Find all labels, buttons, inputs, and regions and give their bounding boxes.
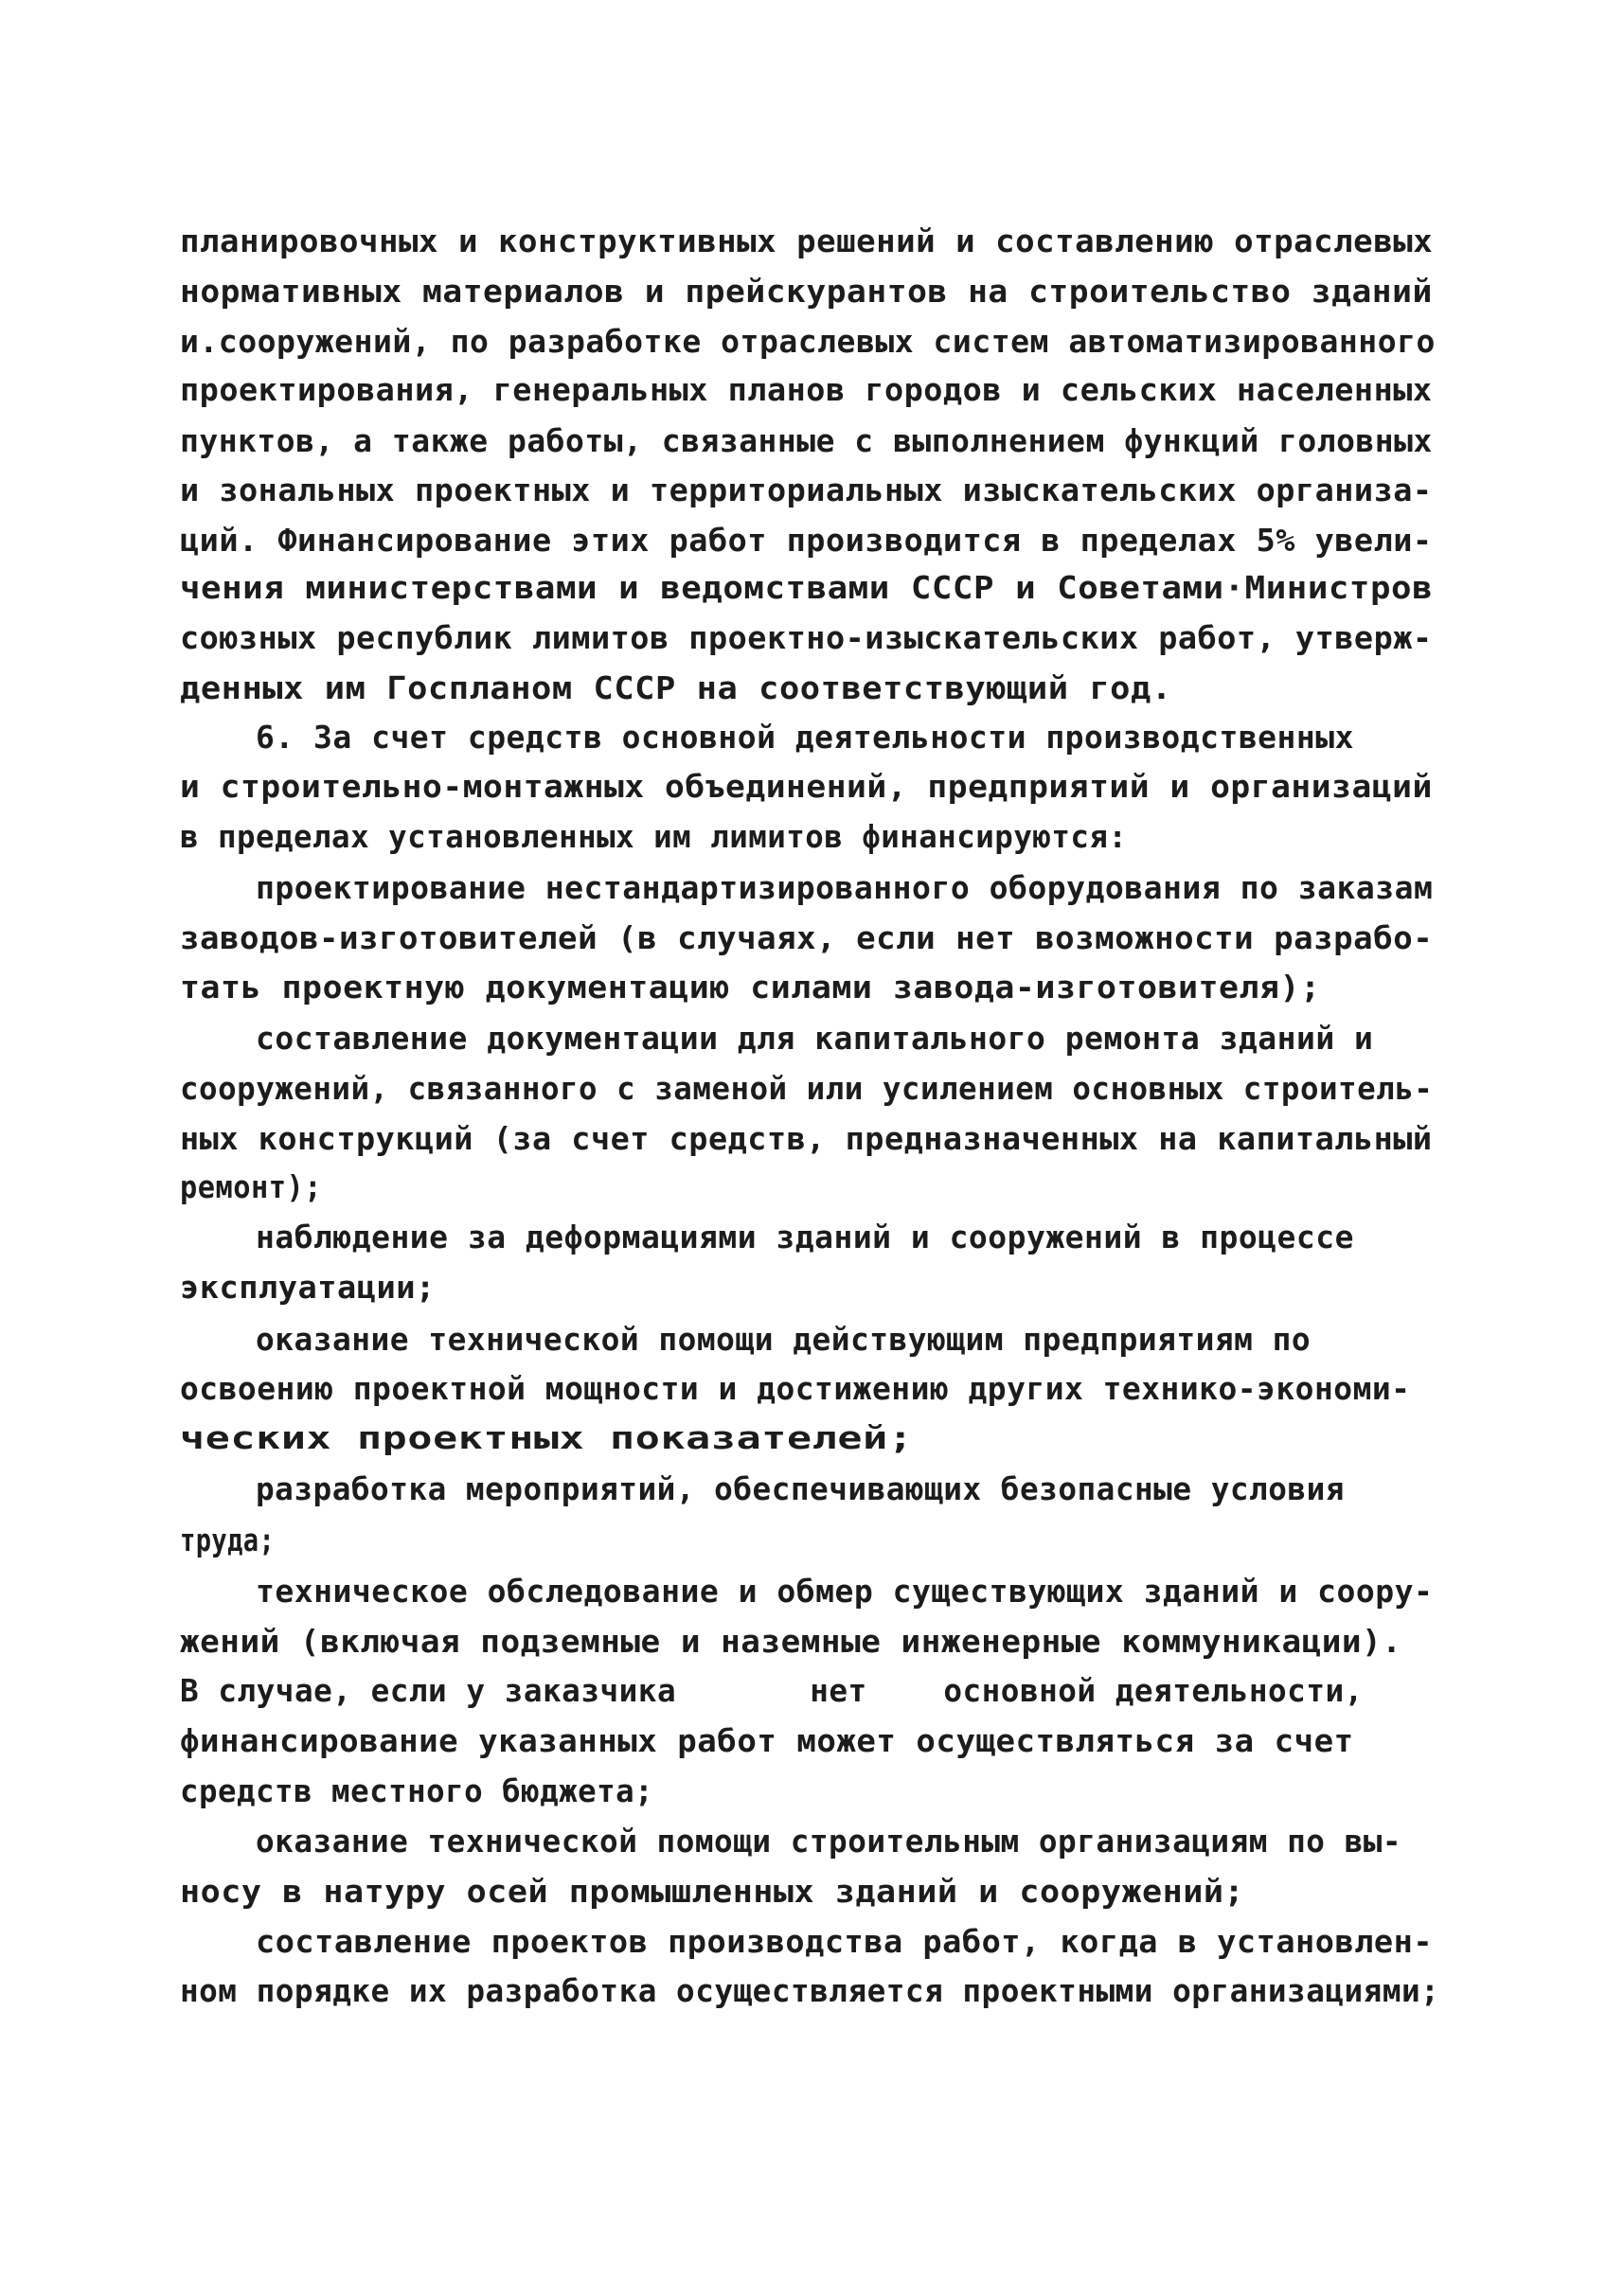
paragraph-line-p-cont-10: денных им Госпланом СССР на соответствующий год. <box>180 669 1172 706</box>
paragraph-line-p-cont-2: нормативных материалов и прейскурантов на строительство зданий <box>180 273 1433 310</box>
paragraph-line-p-survey-5: средств местного бюджета; <box>180 1772 654 1809</box>
paragraph-line-p-repair-4: ремонт); <box>180 1168 322 1205</box>
paragraph-line-p-monitor-1: наблюдение за деформациями зданий и сооружений в процессе <box>256 1219 1354 1255</box>
paragraph-line-p-cont-9: союзных республик лимитов проектно-изыскательских работ, утверж- <box>180 619 1433 656</box>
paragraph-line-p-survey-2: жений (включая подземные и наземные инженерные коммуникации). <box>180 1623 1402 1660</box>
paragraph-line-p-cont-5: пунктов, а также работы, связанные с выполнением функций головных <box>180 422 1433 459</box>
paragraph-line-p-survey-4: финансирование указанных работ может осуществляться за счет <box>180 1722 1354 1759</box>
paragraph-line-p-design-3: тать проектную документацию силами завода-изготовителя); <box>180 969 1321 1006</box>
paragraph-line-p-survey-1: техническое обследование и обмер существующих зданий и соору- <box>256 1573 1434 1610</box>
paragraph-line-p-assist-3: ческих проектных показателей; <box>180 1419 914 1456</box>
paragraph-line-p-repair-3: ных конструкций (за счет средств, предназначенных на капитальный <box>180 1120 1433 1157</box>
paragraph-line-p-6-1: 6. За счет средств основной деятельности производственных <box>256 719 1354 756</box>
paragraph-line-p-repair-2: сооружений, связанного с заменой или усилением основных строитель- <box>180 1070 1434 1107</box>
paragraph-line-p-cont-6: и зональных проектных и территориальных изыскательских организа- <box>180 472 1433 508</box>
paragraph-line-p-safety-1: разработка мероприятий, обеспечивающих безопасные условия <box>256 1470 1345 1507</box>
paragraph-line-p-cont-3: и.сооружений, по разработке отраслевых систем автоматизированного <box>180 323 1436 360</box>
paragraph-line-p-axes-1: оказание технической помощи строительным организациям по вы- <box>256 1823 1402 1860</box>
paragraph-line-p-safety-2: труда; <box>180 1522 276 1558</box>
paragraph-line-p-assist-2: освоению проектной мощности и достижению других технико-экономи- <box>180 1370 1411 1407</box>
paragraph-line-p-axes-2: носу в натуру осей промышленных зданий и сооружений; <box>180 1873 1245 1910</box>
paragraph-line-p-cont-7: ций. Финансирование этих работ производится в пределах 5% увели- <box>180 522 1433 559</box>
paragraph-line-p-projects-1: составление проектов производства работ, когда в установлен- <box>256 1923 1434 1960</box>
paragraph-line-p-cont-4: проектирования, генеральных планов городов и сельских населенных <box>180 371 1433 408</box>
paragraph-line-p-cont-8: чения министерствами и ведомствами СССР и Советами·Министров <box>180 569 1434 606</box>
paragraph-line-p-design-2: заводов-изготовителей (в случаях, если нет возможности разрабо- <box>180 919 1434 956</box>
paragraph-line-p-6-3: в пределах установленных им лимитов финансируются: <box>180 818 1128 855</box>
paragraph-line-p-6-2: и строительно-монтажных объединений, предприятий и организаций <box>180 768 1433 805</box>
paragraph-line-p-assist-1: оказание технической помощи действующим предприятиям по <box>256 1321 1312 1358</box>
paragraph-line-p-repair-1: составление документации для капитального ремонта зданий и <box>256 1020 1374 1057</box>
paragraph-line-p-design-1: проектирование нестандартизированного оборудования по заказам <box>256 869 1434 906</box>
paragraph-line-p-survey-3: В случае, если у заказчика нет основной деятельности, <box>180 1672 1364 1709</box>
paragraph-line-p-monitor-2: эксплуатации; <box>180 1269 436 1306</box>
paragraph-line-p-cont-1: планировочных и конструктивных решений и составлению отраслевых <box>180 222 1434 259</box>
paragraph-line-p-projects-2: ном порядке их разработка осуществляется проектными организациями; <box>180 1972 1440 2009</box>
